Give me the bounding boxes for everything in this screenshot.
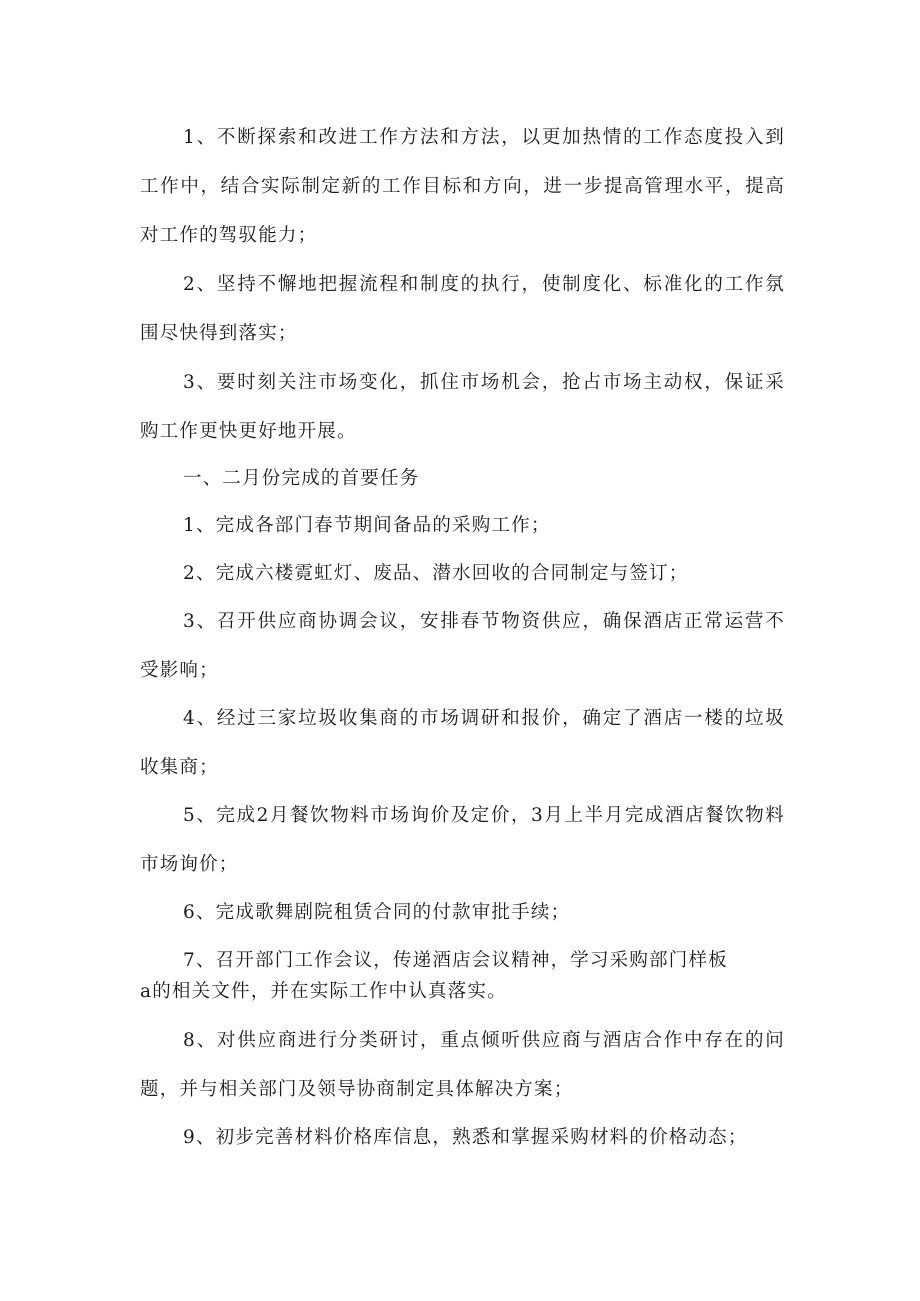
paragraph-market-attention: 3、要时刻关注市场变化，抓住市场机会，抢占市场主动权，保证采购工作更快更好地开展。 <box>140 372 785 442</box>
paragraph-process-control: 2、坚持不懈地把握流程和制度的执行，使制度化、标准化的工作氛围尽快得到落实； <box>140 274 785 344</box>
task-item-7: 7、召开部门工作会议，传递酒店会议精神，学习采购部门样板 <box>183 950 728 971</box>
task-item-5: 5、完成2月餐饮物料市场询价及定价，3月上半月完成酒店餐饮物料市场询价； <box>140 805 785 875</box>
task-item-4: 4、经过三家垃圾收集商的市场调研和报价，确定了酒店一楼的垃圾收集商； <box>140 708 785 778</box>
task-item-7-continuation: a的相关文件，并在实际工作中认真落实。 <box>140 981 507 1002</box>
task-item-8: 8、对供应商进行分类研讨，重点倾听供应商与酒店合作中存在的问题，并与相关部门及领导协商制定具体解决方案； <box>140 1030 785 1100</box>
task-item-9: 9、初步完善材料价格库信息，熟悉和掌握采购材料的价格动态； <box>183 1127 748 1148</box>
task-item-2: 2、完成六楼霓虹灯、废品、潜水回收的合同制定与签订； <box>183 563 689 584</box>
paragraph-method-improvement: 1、不断探索和改进工作方法和方法，以更加热情的工作态度投入到工作中，结合实际制定新的工作目标和方向，进一步提高管理水平，提高对工作的驾驭能力； <box>140 127 785 246</box>
task-item-3: 3、召开供应商协调会议，安排春节物资供应，确保酒店正常运营不受影响； <box>140 611 785 681</box>
task-item-1: 1、完成各部门春节期间备品的采购工作； <box>183 515 551 536</box>
section-heading: 一、二月份完成的首要任务 <box>183 468 420 489</box>
task-item-6: 6、完成歌舞剧院租赁合同的付款审批手续； <box>183 902 571 923</box>
